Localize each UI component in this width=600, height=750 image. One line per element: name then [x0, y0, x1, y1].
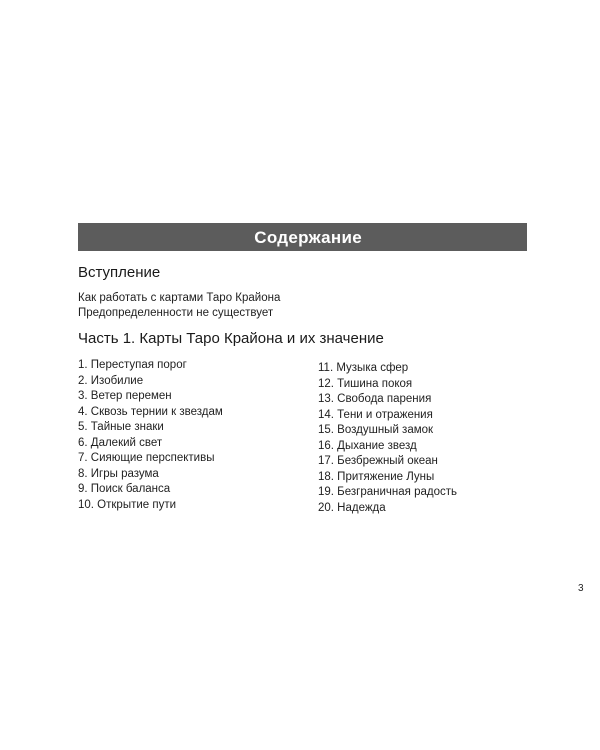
cards-list-column-1 — [78, 358, 223, 513]
intro-heading: Вступление — [78, 264, 161, 281]
card-list-item: 1. Переступая порог — [78, 359, 187, 371]
card-list-item: 17. Безбрежный океан — [318, 455, 438, 467]
card-list-item: 5. Тайные знаки — [78, 421, 164, 433]
card-list-item: 6. Далекий свет — [78, 436, 163, 449]
card-list-item: 4. Сквозь тернии к звездам — [78, 405, 223, 418]
contents-title: Содержание — [254, 227, 362, 247]
card-list-item: 15. Воздушный замок — [318, 424, 434, 436]
card-list-item: 3. Ветер перемен — [78, 390, 172, 402]
card-list-item: 8. Игры разума — [78, 467, 159, 480]
card-list-item: 13. Свобода парения — [318, 393, 432, 405]
intro-item: Предопределенности не существует — [78, 307, 274, 319]
card-list-item: 10. Открытие пути — [78, 498, 177, 511]
card-list-item: 7. Сияющие перспективы — [78, 452, 215, 464]
intro-item: Как работать с картами Таро Крайона — [78, 292, 281, 304]
card-list-item: 12. Тишина покоя — [318, 377, 413, 390]
card-list-item: 20. Надежда — [318, 501, 386, 514]
cards-list-column-2 — [318, 361, 457, 516]
card-list-item: 16. Дыхание звезд — [318, 439, 417, 452]
card-list-item: 11. Музыка сфер — [318, 362, 409, 374]
intro-items-list — [78, 291, 280, 321]
part1-heading: Часть 1. Карты Таро Крайона и их значение — [78, 330, 384, 347]
card-list-item: 2. Изобилие — [78, 374, 144, 387]
page-number: 3 — [578, 583, 584, 594]
card-list-item: 18. Притяжение Луны — [318, 470, 435, 483]
card-list-item: 14. Тени и отражения — [318, 408, 433, 421]
contents-header-bar — [78, 223, 527, 251]
card-list-item: 19. Безграничная радость — [318, 486, 457, 498]
card-list-item: 9. Поиск баланса — [78, 483, 171, 495]
